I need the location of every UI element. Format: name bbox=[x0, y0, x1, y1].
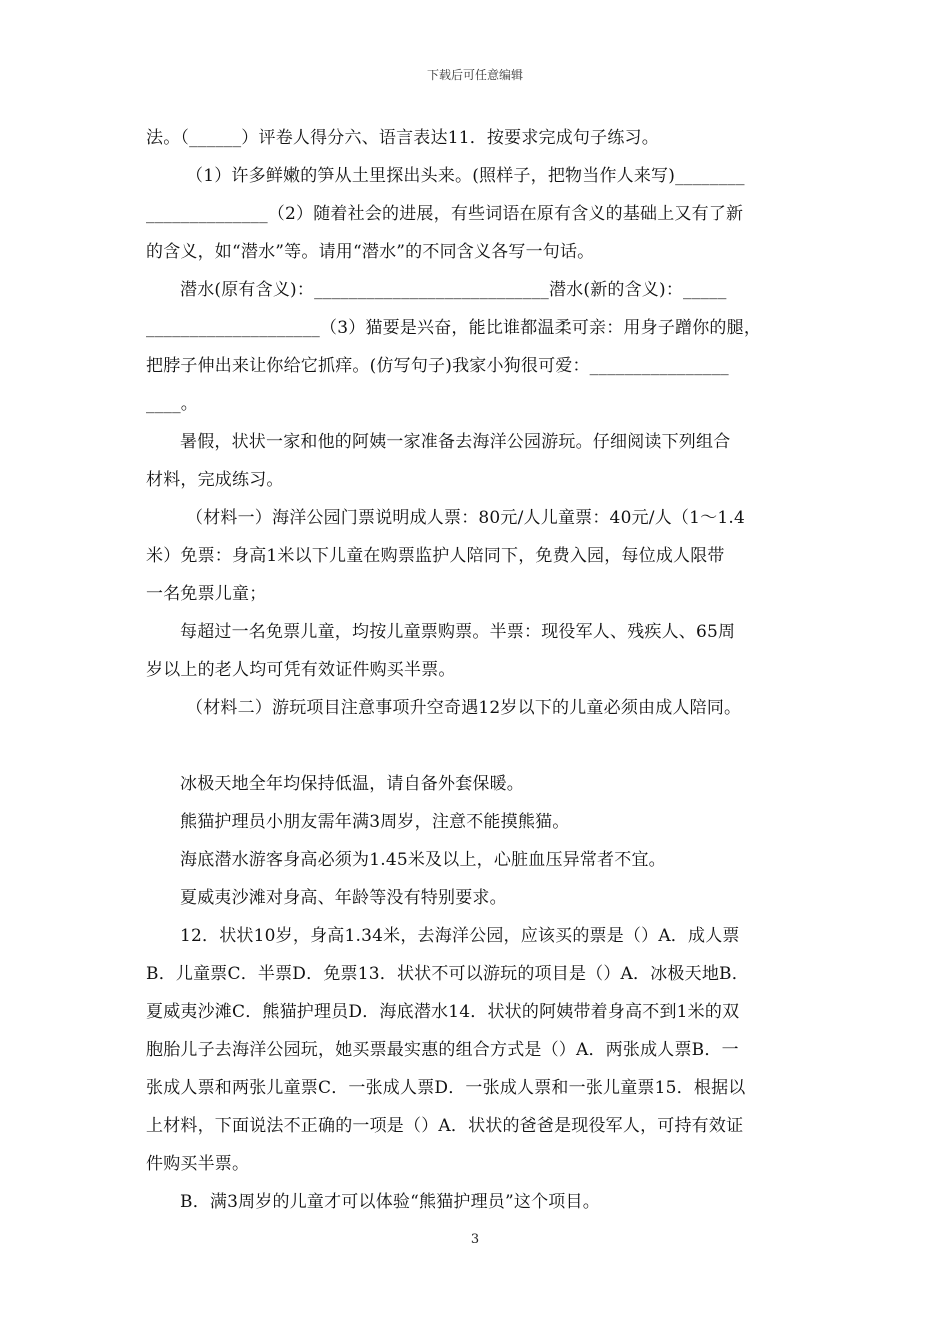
text-line: 张成人票和两张儿童票C．一张成人票D．一张成人票和一张儿童票15．根据以 bbox=[146, 1078, 746, 1098]
text-line: 潜水(原有含义)：___________________________潜水(新的含义)：_____ bbox=[180, 280, 727, 300]
text-line: 米）免票：身高1米以下儿童在购票监护人陪同下，免费入园，每位成人限带 bbox=[146, 546, 725, 566]
text-line: 岁以上的老人均可凭有效证件购买半票。 bbox=[146, 660, 456, 680]
text-line: 件购买半票。 bbox=[146, 1154, 250, 1174]
text-line: （材料一）海洋公园门票说明成人票：80元/人儿童票：40元/人（1～1.4 bbox=[186, 508, 745, 528]
text-line: ____________________（3）猫要是兴奋，能比谁都温柔可亲：用身子蹭你的腿， bbox=[146, 318, 762, 338]
text-line: B．满3周岁的儿童才可以体验“熊猫护理员”这个项目。 bbox=[180, 1192, 600, 1212]
text-line: 材料，完成练习。 bbox=[146, 470, 284, 490]
text-line: 冰极天地全年均保持低温，请自备外套保暖。 bbox=[180, 774, 524, 794]
text-line: 一名免票儿童； bbox=[146, 584, 267, 604]
text-line: 上材料，下面说法不正确的一项是（）A．状状的爸爸是现役军人，可持有效证 bbox=[146, 1116, 744, 1136]
text-line: 熊猫护理员小朋友需年满3周岁，注意不能摸熊猫。 bbox=[180, 812, 570, 832]
text-line: 胞胎儿子去海洋公园玩，她买票最实惠的组合方式是（）A．两张成人票B．一 bbox=[146, 1040, 739, 1060]
text-line: 暑假，状状一家和他的阿姨一家准备去海洋公园游玩。仔细阅读下列组合 bbox=[180, 432, 731, 452]
text-line: 把脖子伸出来让你给它抓痒。(仿写句子)我家小狗很可爱：________________ bbox=[146, 356, 729, 376]
text-line: B．儿童票C．半票D．免票13．状状不可以游玩的项目是（）A．冰极天地B． bbox=[146, 964, 749, 984]
text-line: 夏威夷沙滩C．熊猫护理员D．海底潜水14．状状的阿姨带着身高不到1米的双 bbox=[146, 1002, 740, 1022]
page-header-note: 下载后可任意编辑 bbox=[426, 68, 523, 82]
text-line: 夏威夷沙滩对身高、年龄等没有特别要求。 bbox=[180, 888, 507, 908]
text-line: 海底潜水游客身高必须为1.45米及以上，心脏血压异常者不宜。 bbox=[180, 850, 666, 870]
text-line: （1）许多鲜嫩的笋从土里探出头来。(照样子，把物当作人来写)________ bbox=[186, 166, 745, 186]
text-line: 12．状状10岁，身高1.34米，去海洋公园，应该买的票是（）A．成人票 bbox=[180, 926, 740, 946]
text-line: 每超过一名免票儿童，均按儿童票购票。半票：现役军人、残疾人、65周 bbox=[180, 622, 736, 642]
text-line: ____。 bbox=[146, 394, 198, 414]
text-line: （材料二）游玩项目注意事项升空奇遇12岁以下的儿童必须由成人陪同。 bbox=[186, 698, 742, 718]
text-line: 的含义，如“潜水”等。请用“潜水”的不同含义各写一句话。 bbox=[146, 242, 595, 262]
text-line: 法。（______）评卷人得分六、语言表达11．按要求完成句子练习。 bbox=[146, 128, 659, 148]
text-line: ______________（2）随着社会的进展，有些词语在原有含义的基础上又有了新 bbox=[146, 204, 744, 224]
page-number: 3 bbox=[470, 1232, 480, 1247]
